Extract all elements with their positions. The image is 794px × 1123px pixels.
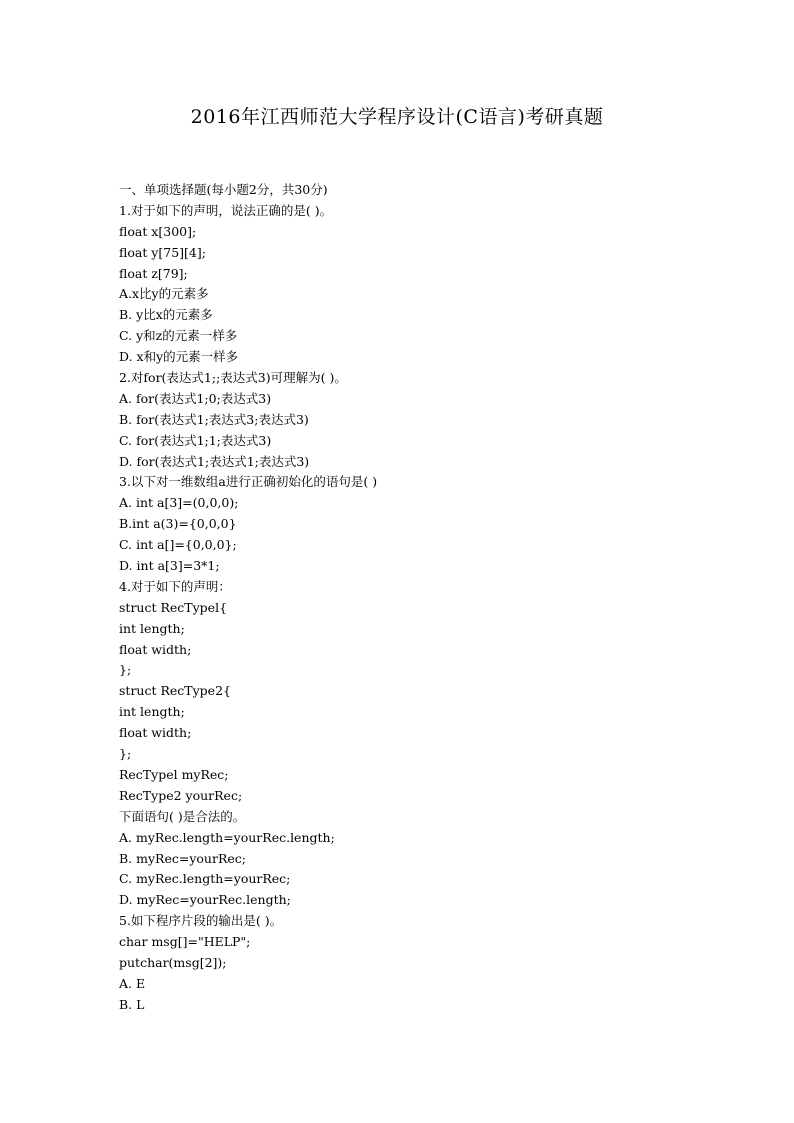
text-line: B.int a(3)={0,0,0} — [119, 516, 237, 532]
text-line: C. y和z的元素一样多 — [119, 328, 238, 344]
text-line: int length; — [119, 704, 185, 720]
text-line: char msg[]="HELP"; — [119, 934, 251, 950]
text-line: C. int a[]={0,0,0}; — [119, 537, 237, 553]
text-line: RecTypel myRec; — [119, 766, 229, 782]
text-line: float y[75][4]; — [119, 244, 206, 260]
text-line: C. myRec.length=yourRec; — [119, 871, 291, 887]
text-line: }; — [119, 662, 132, 678]
text-line: D. int a[3]=3*1; — [119, 558, 220, 574]
text-line: float width; — [119, 725, 192, 741]
text-line: B. y比x的元素多 — [119, 307, 213, 323]
text-line: B. L — [119, 996, 145, 1012]
text-line: struct RecType2{ — [119, 683, 231, 699]
text-line: 1.对于如下的声明，说法正确的是( )。 — [119, 202, 333, 218]
text-line: putchar(msg[2]); — [119, 954, 227, 970]
document-title: 2016年江西师范大学程序设计(C语言)考研真题 — [190, 106, 604, 128]
text-line: B. myRec=yourRec; — [119, 850, 246, 866]
text-line: D. for(表达式1;表达式1;表达式3) — [119, 453, 310, 469]
text-line: 下面语句( )是合法的。 — [119, 808, 246, 824]
text-line: D. myRec=yourRec.length; — [119, 892, 291, 908]
text-line: B. for(表达式1;表达式3;表达式3) — [119, 411, 309, 427]
text-line: RecType2 yourRec; — [119, 787, 243, 803]
text-line: float z[79]; — [119, 265, 188, 281]
text-line: A. E — [119, 975, 146, 991]
text-line: C. for(表达式1;1;表达式3) — [119, 432, 272, 448]
text-line: 3.以下对一维数组a进行正确初始化的语句是( ) — [119, 474, 378, 490]
text-line: 2.对for(表达式1;;表达式3)可理解为( )。 — [119, 370, 347, 386]
text-line: A. for(表达式1;0;表达式3) — [119, 390, 272, 406]
document-body — [119, 180, 759, 1016]
text-line: A.x比y的元素多 — [119, 286, 209, 302]
text-line: }; — [119, 746, 132, 762]
text-line: float width; — [119, 641, 192, 657]
text-line: D. x和y的元素一样多 — [119, 349, 239, 365]
text-line: int length; — [119, 620, 185, 636]
text-line: A. int a[3]=(0,0,0); — [119, 495, 239, 511]
text-line: struct RecTypel{ — [119, 599, 228, 615]
text-line: 5.如下程序片段的输出是( )。 — [119, 913, 283, 929]
text-line: A. myRec.length=yourRec.length; — [119, 829, 335, 845]
text-line: float x[300]; — [119, 223, 197, 239]
text-line: 4.对于如下的声明： — [119, 578, 231, 594]
text-line: 一、单项选择题(每小题2分，共30分) — [119, 182, 328, 197]
